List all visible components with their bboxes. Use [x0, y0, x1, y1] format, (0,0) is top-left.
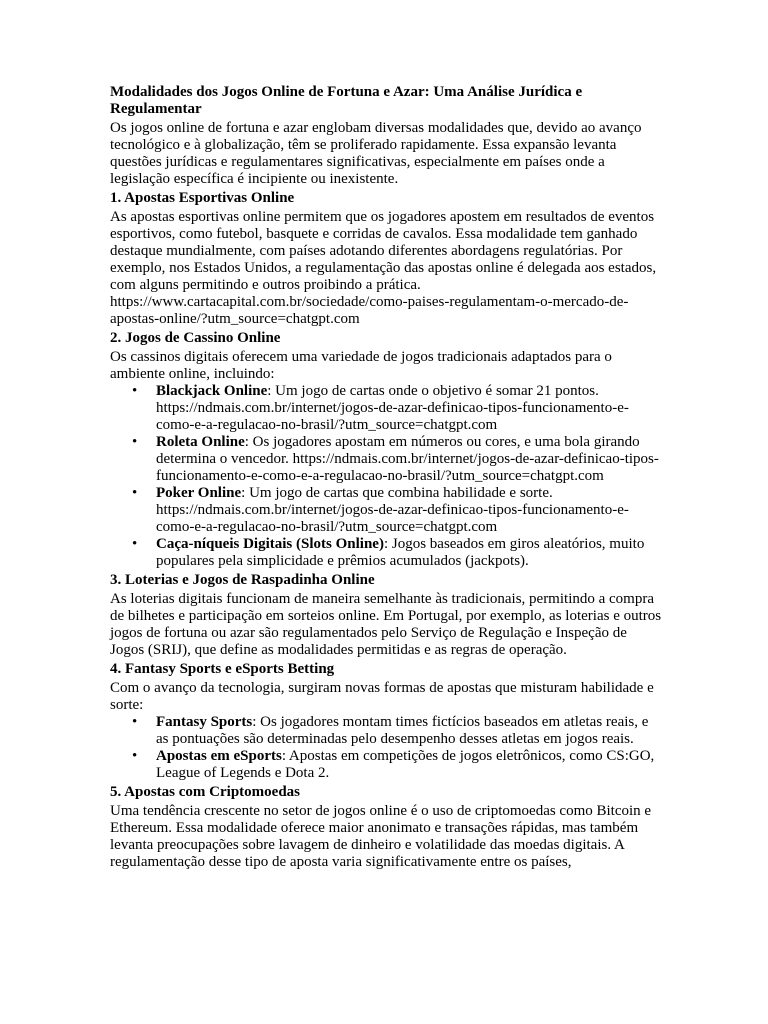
list-item-term: Roleta Online: [156, 434, 245, 450]
intro-paragraph: Os jogos online de fortuna e azar englobam diversas modalidades que, devido ao avanço tecnológico e à globalização, têm se proliferado rapidamente. Essa expansão levanta questões jurídicas e regulamentares significativas, especialmente em países onde a legislação específica é incipiente ou inexistente.: [110, 120, 642, 187]
list-item-poker: [132, 485, 662, 536]
list-item-text: : Os jogadores montam times fictícios baseados em atletas reais, e as pontuações são determinadas pelo desempenho desses atletas em jogos reais.: [156, 714, 649, 747]
list-item-term: Caça-níqueis Digitais (Slots Online): [156, 536, 384, 552]
list-item-fantasy-sports: [132, 714, 662, 748]
section-heading-lotteries: 3. Loterias e Jogos de Raspadinha Online: [110, 572, 375, 588]
bullet-icon: •: [132, 714, 138, 730]
reference-link-text[interactable]: https://www.cartacapital.com.br/sociedade/como-paises-regulamentam-o-mercado-de-apostas-online/?utm_source=chatgpt.com: [110, 294, 629, 327]
reference-link-cartacapital[interactable]: [110, 294, 662, 328]
list-item-term: Poker Online: [156, 485, 242, 501]
section-paragraph-casino: Os cassinos digitais oferecem uma variedade de jogos tradicionais adaptados para o ambiente online, incluindo:: [110, 349, 612, 382]
section-paragraph-fantasy-esports: Com o avanço da tecnologia, surgiram novas formas de apostas que misturam habilidade e sorte:: [110, 680, 654, 713]
section-paragraph-crypto: Uma tendência crescente no setor de jogos online é o uso de criptomoedas como Bitcoin e Ethereum. Essa modalidade oferece maior anonimato e transações rápidas, mas também levanta preocupações sobre lavagem de dinheiro e volatilidade das moedas digitais. A regulamentação desse tipo de aposta varia significativamente entre os países,: [110, 803, 652, 870]
list-item-blackjack: [132, 383, 662, 434]
section-heading-crypto: 5. Apostas com Criptomoedas: [110, 784, 300, 800]
list-item-text: : Um jogo de cartas que combina habilidade e sorte. https://ndmais.com.br/internet/jogos-de-azar-definicao-tipos-funcionamento-e-como-e-a-regulacao-no-brasil/?utm_source=chatgpt.com: [156, 485, 629, 535]
casino-games-list: [110, 383, 662, 570]
fantasy-esports-list: [110, 714, 662, 782]
bullet-icon: •: [132, 383, 138, 399]
list-item-term: Fantasy Sports: [156, 714, 253, 730]
section-heading-sports-betting: 1. Apostas Esportivas Online: [110, 190, 295, 206]
section-heading-fantasy-esports: 4. Fantasy Sports e eSports Betting: [110, 661, 335, 677]
bullet-icon: •: [132, 748, 138, 764]
section-paragraph-lotteries: As loterias digitais funcionam de maneira semelhante às tradicionais, permitindo a compra de bilhetes e participação em sorteios online. Em Portugal, por exemplo, as loterias e outros jogos de fortuna ou azar são regulamentados pelo Serviço de Regulação e Inspeção de Jogos (SRIJ), que define as modalidades permitidas e as regras de operação.: [110, 591, 662, 658]
list-item-esports-betting: [132, 748, 662, 782]
list-item-text: : Jogos baseados em giros aleatórios, muito populares pela simplicidade e prêmios acumulados (jackpots).: [156, 536, 645, 569]
document-title: Modalidades dos Jogos Online de Fortuna e Azar: Uma Análise Jurídica e Regulamentar: [110, 84, 583, 117]
bullet-icon: •: [132, 434, 138, 450]
list-item-slots: [132, 536, 662, 570]
list-item-term: Apostas em eSports: [156, 748, 282, 764]
list-item-text: : Os jogadores apostam em números ou cores, e uma bola girando determina o vencedor. https://ndmais.com.br/internet/jogos-de-azar-definicao-tipos-funcionamento-e-como-e-a-regulacao-no-brasil/?utm_source=chatgpt.com: [156, 434, 659, 484]
document-page: [110, 84, 662, 871]
bullet-icon: •: [132, 485, 138, 501]
list-item-term: Blackjack Online: [156, 383, 268, 399]
list-item-text: : Apostas em competições de jogos eletrônicos, como CS:GO, League of Legends e Dota 2.: [156, 748, 655, 781]
list-item-text: : Um jogo de cartas onde o objetivo é somar 21 pontos. https://ndmais.com.br/internet/jogos-de-azar-definicao-tipos-funcionamento-e-como-e-a-regulacao-no-brasil/?utm_source=chatgpt.com: [156, 383, 629, 433]
section-paragraph-sports-betting: As apostas esportivas online permitem que os jogadores apostem em resultados de eventos esportivos, como futebol, basquete e corridas de cavalos. Essa modalidade tem ganhado destaque mundialmente, com países adotando diferentes abordagens regulatórias. Por exemplo, nos Estados Unidos, a regulamentação das apostas online é delegada aos estados, com alguns permitindo e outros proibindo a prática.: [110, 209, 657, 293]
section-heading-casino: 2. Jogos de Cassino Online: [110, 330, 281, 346]
bullet-icon: •: [132, 536, 138, 552]
list-item-roulette: [132, 434, 662, 485]
